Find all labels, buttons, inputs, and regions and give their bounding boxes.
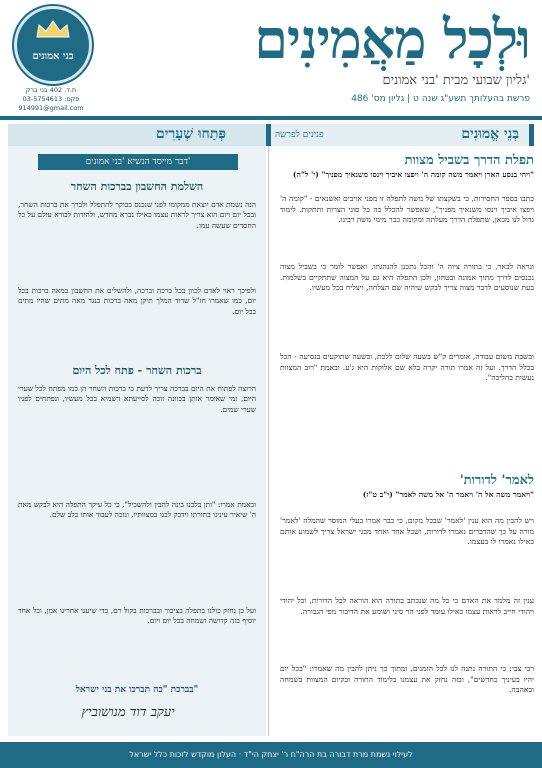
paragraph: ויש להבין מה הוא ענין 'לאמר' שבכל מקום, כי כבר אמרו בעלי המוסר שהמלה 'לאמר' מורה על כך שהדברים נאמרו לדורות, ושכל אחד ואחד מבני ישראל צריך לשמוע אותם כאילו נאמרו לו בעצמו.: [280, 516, 534, 547]
paragraph: ונראה לבאר, כי בתורה ציוה ה' והכל נתכנן להנהגתו, ואפשר לומר כי בשביל מצוה נכנסים לדרך מתוך אמונה ובטחון, ולכן התפלה היא גם על המצוה שתתקיים בשלמות. בעת שנוסעים לדבר מצוה צריך לבקש שיהיה שם הצלחה, ויצליח בכל מעשיו.: [280, 262, 534, 293]
left-column: [8, 124, 266, 736]
logo-text: בני אמונים: [32, 51, 74, 62]
paragraph: ובאמת אמרו: "ותן בלבנו בינה להבין ולהשכיל", כי כל עיקר התפלה היא לבקש מאת ה' שיאיר עינינו בתורתו וידבק לבנו במצוותיו, ונזכה לעבוד אותו בלב שלם.: [18, 500, 256, 520]
masthead-title: וּלְכָל מַאֲמִינִים: [254, 7, 530, 71]
section-title: תפלת הדרך בשביל מצוות: [404, 153, 534, 168]
paragraph: ולפיכך ראוי לאדם לכוון בכל ברכה וברכה, ולהשלים את החשבון במאה ברכות בכל יום, כמו שאמרו חז"ל שדוד המלך תיקן מאה ברכות כנגד מאה מתים שהיו מתים בכל יום.: [18, 286, 256, 316]
paragraph: כתבו בספר החסידות, כי בשקצתו של משה לתפלה זו מפני אויבים ואשנאים - "קומה ה' ויפצו איביך וינסו משנאיך מפניך", שאפשר להכלל בה כל סוגי הצרות ותתקות. לימוד גדול לנו מכאן, שתפלת הדרך מעלתה ומקומה כבר מימי משה רבינו.: [280, 194, 534, 225]
article-heading: השלמת החשבון בברכות השחר: [70, 180, 204, 193]
info-line: פקס: 03-5754613: [22, 95, 80, 103]
paragraph: ובשבת משום עבודה, אומרים ק"ש בשעה שלום ללכת, ובשעה שתוקעים בנסיעה - הכל בכלל הדרך. ועל זה אמרו תורה יקרה בלא שם אלוקות היא ג'ע. ובאמת "רוב המצוות נעשות בהליכה".: [280, 352, 534, 383]
article-heading: ברכות השחר - פתח לכל היום: [72, 364, 202, 377]
crown-icon: [35, 19, 71, 39]
masthead-area: [0, 0, 542, 120]
section-lead: "ויהי בנסע הארן ויאמר משה קומה ה' ויפצו איביך וינסו משנאיך מפניך" (י' ל"ה): [292, 170, 534, 179]
right-column-subtitle: פנינים לפרשה: [275, 130, 324, 140]
footer-dedication: לעילוי נשמת מרת דבורה בת הרה"ח ר' יצחק הי"ד · העלון מוקדש לזכות כלל ישראל: [0, 742, 542, 768]
signature: יעקב דוד מנושוביץ: [81, 705, 175, 720]
left-column-title: פְּתַחוּ שְׁעָרִים: [155, 126, 226, 142]
info-line: ת.ד. 402 בני ברק: [25, 86, 77, 94]
header-rule: [0, 116, 542, 120]
paragraph: הרוצה לפתוח את היום בברכה צריך לדעת כי ברכות השחר הן כמו מפתח לכל שערי היום, ומי שאומר אותן בכוונה זוכה לסייעתא דשמיא בכל מעשיו, ונפתחים לפניו שערי שמים.: [18, 384, 256, 414]
paragraph: הנה נשמת אדם יוצאת ממקומו לפני שנכנס בבוקר להתפלל ולברך את ברכות השחר, ובכל יום ויום הוא צריך לראות עצמו כאילו נברא מחדש, ולהודות לבורא עולם על כל החסדים שעשה עמו.: [18, 200, 256, 230]
section-lead: "ויאמר משה אל ה' ויאמר ה' אל משה לאמר" (י"ב ט"ז): [362, 490, 534, 499]
paragraph: ועל כן נחזק כולנו בתפלה בציבור ובברכות בקול רם, כדי שיענו אחרינו אמן, וכל אחד יוסיף בזה קדושה ושמחה בכל יום ויום.: [18, 606, 256, 626]
masthead-subtitle: גליון שבועי מבית 'בני אמונים': [382, 73, 530, 88]
paragraph: ענין זה מלמד את האדם כי כל מה שנכתב בתורה הוא הוראה לכל הדורות, וכל יהודי ויהודי חייב לראות עצמו כאילו עומד לפני הר סיני ושומע את הדיבור מפי הגבורה.: [280, 596, 534, 616]
info-line: 914991@gmail.com: [18, 104, 84, 112]
right-column: [272, 124, 534, 736]
closing-line: בברכת "כה תברכו את בני ישראל": [75, 685, 199, 695]
right-column-title: בְּנֵי אֱמוּנִים: [461, 126, 519, 142]
logo: [14, 6, 92, 84]
founder-banner: דבר מייסד הנשיא 'בני אמונים': [38, 154, 238, 170]
section-title: 'לאמר' לדורות: [459, 473, 534, 488]
right-column-tab: [267, 124, 534, 146]
column-divider: [268, 124, 269, 736]
contact-info: [6, 86, 96, 113]
left-column-tab: [8, 124, 271, 146]
issue-line: פרשת בהעלותך תשע"ג שנה ט | גליון מס' 486: [351, 94, 530, 104]
paragraph: רבי צבי: כי התורה נתנה לנו לכל הזמנים, ומתוך כך ניתן להבין מה שאמרו: "בכל יום יהיו בעיניך כחדשים", ובזה נחזק את עצמנו בלימוד התורה ובקיום המצוות בשמחה ובאהבה.: [280, 664, 534, 695]
